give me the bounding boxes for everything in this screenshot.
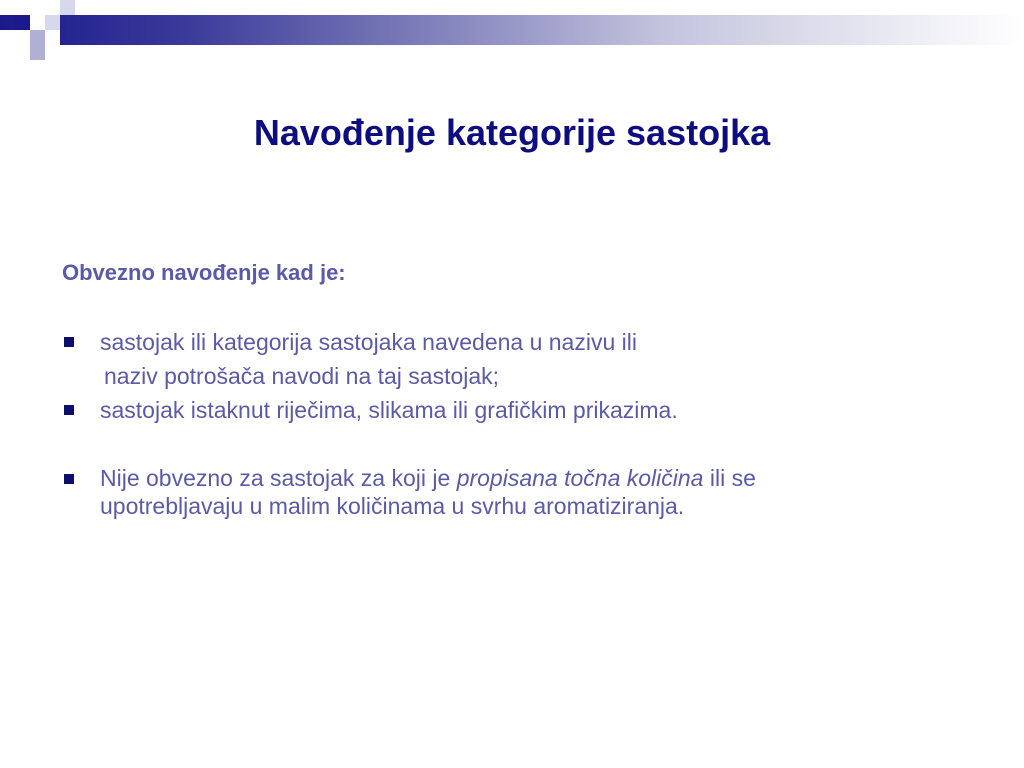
intro-heading: Obvezno navođenje kad je:	[62, 260, 346, 285]
header-square-decoration	[45, 30, 60, 45]
header-square-decoration	[30, 45, 45, 60]
bullet-1-line-1: sastojak ili kategorija sastojaka navedena u nazivu ili	[100, 329, 637, 355]
bullet-square-icon	[64, 337, 74, 347]
bullet-square-icon	[64, 405, 74, 415]
header-square-decoration	[45, 15, 60, 30]
slide-title: Navođenje kategorije sastojka	[253, 112, 771, 153]
header-gradient-bar	[0, 15, 1024, 45]
bullet-3	[100, 464, 980, 520]
bullet-1-line-2: naziv potrošača navodi na taj sastojak;	[104, 363, 500, 389]
header-square-decoration	[15, 30, 30, 45]
bullet-3-part-2: ili se	[703, 465, 756, 491]
bullet-3-part-1: Nije obvezno za sastojak za koji je	[100, 465, 457, 491]
header-square-decoration	[30, 15, 45, 30]
header-square-decoration	[30, 30, 45, 45]
bullet-2: sastojak istaknut riječima, slikama ili grafičkim prikazima.	[100, 397, 678, 423]
bullet-3-italic: propisana točna količina	[456, 465, 704, 491]
header-square-decoration	[60, 0, 75, 15]
bullet-3-line-2: upotrebljavaju u malim količinama u svrhu aromatiziranja.	[100, 493, 685, 519]
header-square-decoration	[0, 30, 15, 45]
header-square-decoration	[15, 15, 30, 30]
bullet-square-icon	[64, 474, 74, 484]
